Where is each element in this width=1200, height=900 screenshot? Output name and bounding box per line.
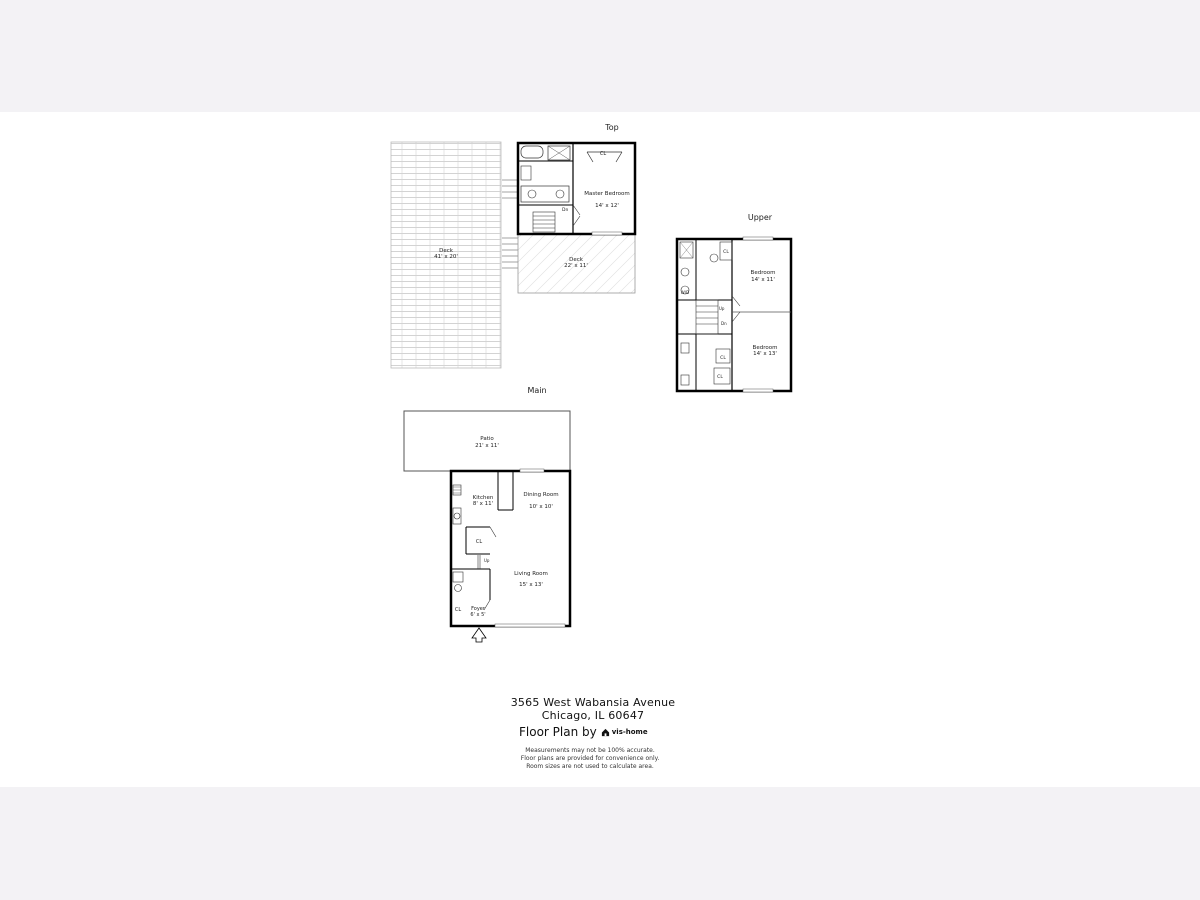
house-icon	[601, 728, 610, 737]
upper-stair-dn: Dn	[721, 321, 727, 326]
deck-small-name: Deck	[569, 257, 583, 263]
credit-prefix: Floor Plan by	[519, 725, 597, 739]
dining-room-size: 10' x 10'	[529, 504, 553, 510]
patio-size: 21' x 11'	[475, 443, 499, 449]
patio-name: Patio	[480, 436, 494, 442]
foyer-size: 6' x 5'	[470, 612, 486, 618]
floor-plan-credit	[519, 725, 648, 739]
upper-closet-tag-3: CL	[717, 375, 723, 380]
disclaimer-line-2: Floor plans are provided for convenience only.	[520, 755, 660, 762]
top-floor-title: Top	[605, 123, 619, 132]
address-line-1: 3565 West Wabansia Avenue	[510, 696, 676, 709]
bedroom-2-name: Bedroom	[752, 345, 778, 351]
entry-arrow-icon	[472, 628, 486, 642]
dining-room-name: Dining Room	[523, 492, 559, 498]
deck-small-size: 22' x 11'	[564, 263, 588, 269]
top-closet-tag: CL	[599, 151, 607, 157]
upper-stair-up: Up	[719, 306, 725, 311]
top-floor-plan	[391, 123, 635, 368]
upper-floor-outline	[677, 239, 791, 391]
master-bedroom-size: 14' x 12'	[595, 203, 619, 209]
deck-large-name: Deck	[439, 248, 453, 254]
living-room-name: Living Room	[514, 571, 548, 577]
main-stair-up: Up	[484, 558, 490, 563]
address-line-2: Chicago, IL 60647	[541, 709, 645, 722]
living-room-size: 15' x 13'	[519, 582, 543, 588]
bedroom-1-name: Bedroom	[750, 270, 776, 276]
foyer-name: Foyer	[471, 606, 485, 612]
kitchen-name: Kitchen	[472, 495, 494, 501]
brand-name: vis-home	[611, 728, 648, 736]
disclaimer-line-3: Room sizes are not used to calculate area.	[526, 763, 654, 770]
disclaimer-line-1: Measurements may not be 100% accurate.	[525, 747, 655, 754]
kitchen-size: 8' x 11'	[472, 501, 494, 507]
upper-floor-title: Upper	[747, 213, 773, 222]
main-floor-plan	[404, 386, 570, 642]
upper-closet-tag-1: CL	[723, 250, 729, 255]
top-stair-tag: Dn	[562, 208, 569, 213]
disclaimer	[490, 747, 690, 771]
brand-logo	[601, 728, 648, 737]
master-bedroom-name: Master Bedroom	[584, 191, 630, 197]
main-floor-title: Main	[527, 386, 547, 395]
washer-dryer-tag: W/D	[680, 290, 690, 295]
deck-large-size: 41' x 20'	[434, 254, 458, 260]
upper-floor-plan	[677, 213, 791, 392]
main-closet-tag-2: CL	[454, 607, 462, 613]
main-closet-tag-1: CL	[475, 539, 483, 545]
master-suite	[518, 143, 635, 234]
bedroom-1-size: 14' x 11'	[751, 277, 775, 283]
upper-closet-tag-2: CL	[720, 356, 726, 361]
bedroom-2-size: 14' x 13'	[753, 351, 777, 357]
